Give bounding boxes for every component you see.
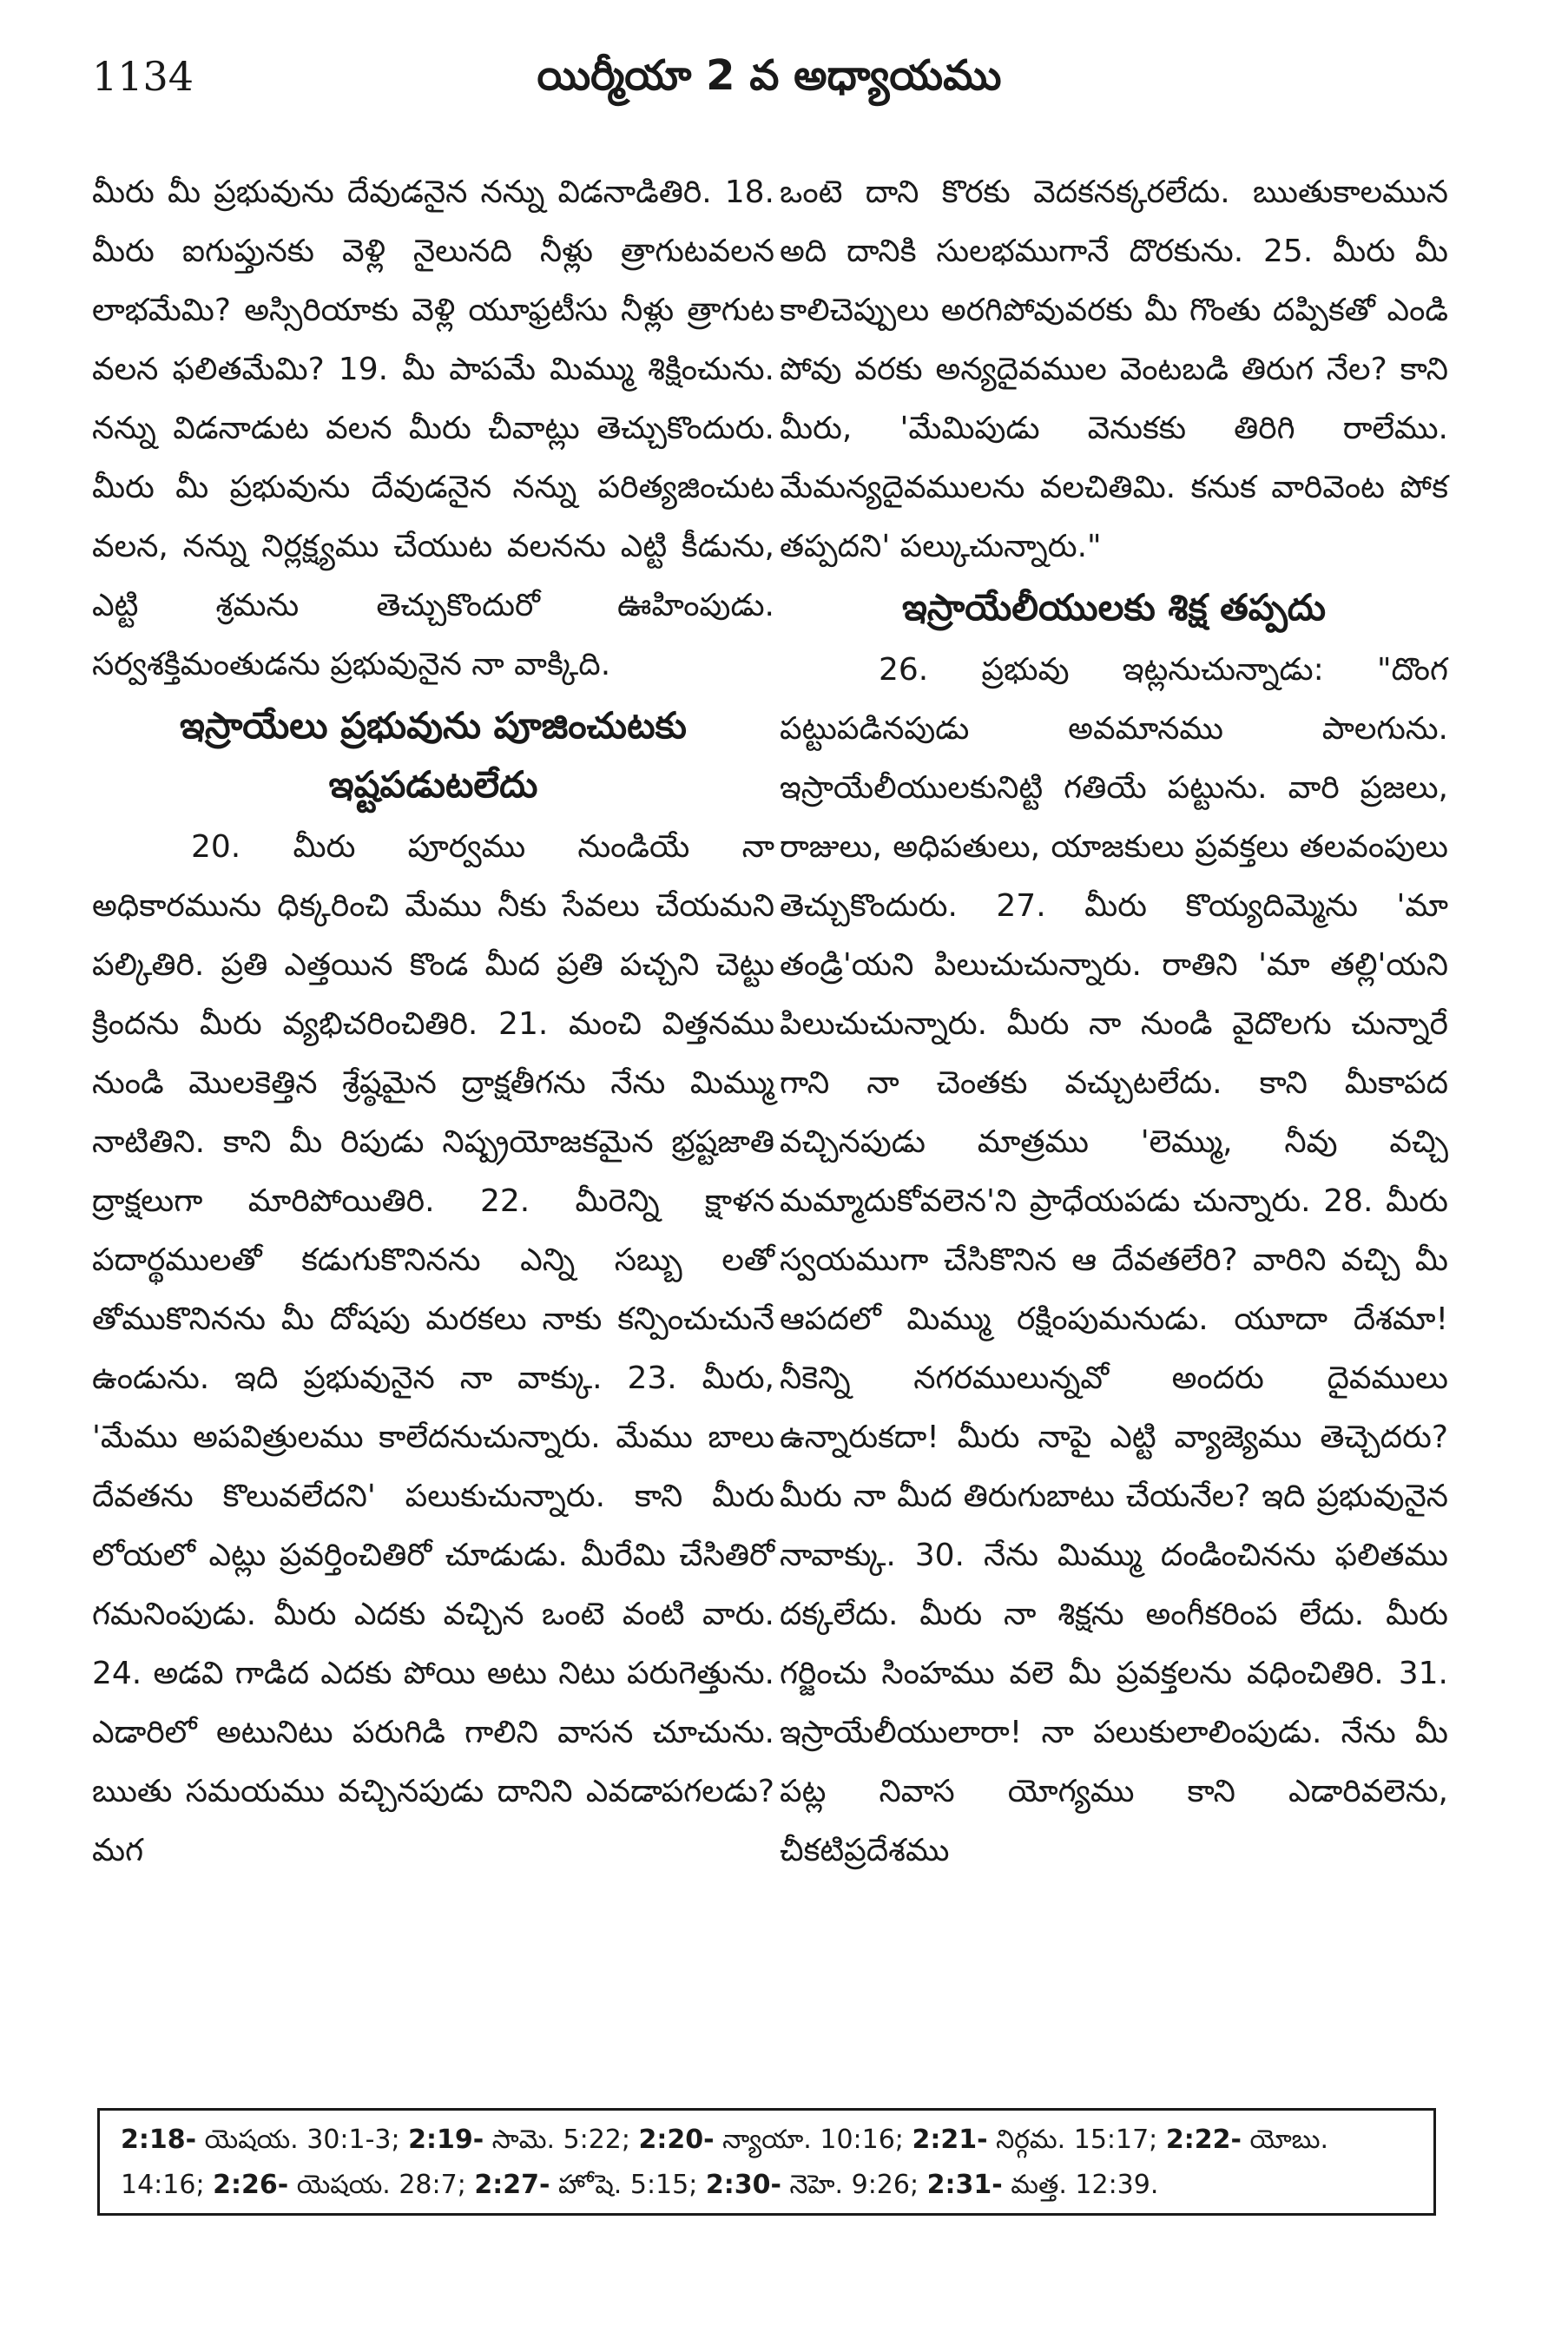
footnote-text: నిర్గమ. 15:17; xyxy=(987,2125,1166,2155)
footnote-ref: 2:30- xyxy=(705,2170,781,2200)
paragraph: 20. మీరు పూర్వము నుండియే నా అధికారమును ధిక్కరించి మేము నీకు సేవలు చేయమని పల్కితిరి. ప్రతి ఎత్తయిన కొండ మీద ప్రతి పచ్చని చెట్టు క్రిందను మీరు వ్యభిచరించితిరి. 21. మంచి విత్తనము నుండి మొలకెత్తిన శ్రేష్ఠమైన ద్రాక్షతీగను నేను మిమ్ము నాటితిని. కాని మీ రిపుడు నిష్ప్రయోజకమైన భ్రష్టజాతి ద్రాక్షలుగా మారిపోయితిరి. 22. మీరెన్ని క్షాళన పదార్థములతో కడుగుకొనినను ఎన్ని సబ్బు లతో తోముకొనినను మీ దోషపు మరకలు నాకు కన్పించుచునే ఉండును. ఇది ప్రభువునైన నా వాక్కు. 23. మీరు, 'మేము అపవిత్రులము కాలేదనుచున్నారు. మేము బాలు దేవతను కొలువలేదని' పలుకుచున్నారు. కాని మీరు లోయలో ఎట్లు ప్రవర్తించితిరో చూడుడు. మీరేమి చేసితిరో గమనింపుడు. మీరు ఎదకు వచ్చిన ఒంటె వంటి వారు. 24. అడవి గాడిద ఎదకు పోయి అటు నిటు పరుగెత్తును. ఎడారిలో అటునిటు పరుగిడి గాలిని వాసన చూచును. ఋతు సమయము వచ్చినపుడు దానిని ఎవడాపగలడు? మగ xyxy=(92,829,774,1868)
paragraph: మీరు మీ ప్రభువును దేవుడనైన నన్ను విడనాడితిరి. 18. మీరు ఐగుప్తునకు వెళ్లి నైలునది నీళ్లు త్రాగుటవలన లాభమేమి? అస్సిరియాకు వెళ్లి యూఫ్రటీసు నీళ్లు త్రాగుట వలన ఫలితమేమి? 19. మీ పాపమే మిమ్ము శిక్షించును. నన్ను విడనాడుట వలన మీరు చీవాట్లు తెచ్చుకొందురు. మీరు మీ ప్రభువును దేవుడనైన నన్ను పరిత్యజించుట వలన, నన్ను నిర్లక్ష్యము చేయుట వలనను ఎట్టి కీడును, ఎట్టి శ్రమను తెచ్చుకొందురో ఊహింపుడు. సర్వశక్తిమంతుడను ప్రభువునైన నా వాక్కిది. xyxy=(92,175,774,682)
footnote-ref: 2:27- xyxy=(474,2170,550,2200)
footnote-text: యెషయ. 28:7; xyxy=(288,2170,475,2200)
paragraph: 26. ప్రభువు ఇట్లనుచున్నాడు: "దొంగ పట్టుపడినపుడు అవమానము పాలగును. ఇస్రాయేలీయులకునిట్టి గతియే పట్టును. వారి ప్రజలు, రాజులు, అధిపతులు, యాజకులు ప్రవక్తలు తలవంపులు తెచ్చుకొందురు. 27. మీరు కొయ్యదిమ్మెను 'మా తండ్రి'యని పిలుచుచున్నారు. రాతిని 'మా తల్లి'యని పిలుచుచున్నారు. మీరు నా నుండి వైదొలగు చున్నారే గాని నా చెంతకు వచ్చుటలేదు. కాని మీకాపద వచ్చినపుడు మాత్రము 'లెమ్ము, నీవు వచ్చి మమ్మాదుకోవలెన'ని ప్రాధేయపడు చున్నారు. 28. మీరు స్వయముగా చేసికొనిన ఆ దేవతలేరి? వారిని వచ్చి మీ ఆపదలో మిమ్ము రక్షింపుమనుడు. యూదా దేశమా! నీకెన్ని నగరములున్నవో అందరు దైవములు ఉన్నారుకదా! మీరు నాపై ఎట్టి వ్యాజ్యెము తెచ్చెదరు? మీరు నా మీద తిరుగుబాటు చేయనేల? ఇది ప్రభువునైన నావాక్కు. 30. నేను మిమ్ము దండించినను ఫలితము దక్కలేదు. మీరు నా శిక్షను అంగీకరింప లేదు. మీరు గర్జించు సింహము వలె మీ ప్రవక్తలను వధించితిరి. 31. ఇస్రాయేలీయులారా! నా పలుకులాలింపుడు. నేను మీ పట్ల నివాస యోగ్యము కాని ఎడారివలెను, చీకటిప్రదేశము xyxy=(780,652,1448,1868)
footnote-ref: 2:21- xyxy=(912,2125,988,2155)
footnote-text: న్యాయా. 10:16; xyxy=(714,2125,912,2155)
footnote-ref: 2:26- xyxy=(213,2170,289,2200)
footnote-ref: 2:19- xyxy=(408,2125,484,2155)
paragraph: ఒంటె దాని కొరకు వెదకనక్కరలేదు. ఋతుకాలమున అది దానికి సులభముగానే దొరకును. 25. మీరు మీ కాలిచెప్పులు అరగిపోవువరకు మీ గొంతు దప్పికతో ఎండి పోవు వరకు అన్యదైవముల వెంటబడి తిరుగ నేల? కాని మీరు, 'మేమిపుడు వెనుకకు తిరిగి రాలేము. మేమన్యదైవములను వలచితిమి. కనుక వారివెంట పోక తప్పదని' పల్కుచున్నారు." xyxy=(780,175,1448,564)
section-heading: ఇస్రాయేలు ప్రభువును పూజించుటకు ఇష్టపడుటలేదు xyxy=(180,704,687,806)
right-column xyxy=(780,163,1448,1881)
footnote-ref: 2:31- xyxy=(926,2170,1003,2200)
footnote-ref: 2:22- xyxy=(1165,2125,1242,2155)
section-heading: ఇస్రాయేలీయులకు శిక్ష తప్పదు xyxy=(901,586,1326,629)
footnote-text: యోబు. 14:16; xyxy=(121,2125,1329,2200)
page-number: 1134 xyxy=(92,53,194,100)
cross-reference-box xyxy=(97,2108,1436,2216)
footnote-ref: 2:18- xyxy=(121,2125,197,2155)
footnote-text: హోషె. 5:15; xyxy=(550,2170,706,2200)
footnote-text: నెహె. 9:26; xyxy=(781,2170,927,2200)
page-header xyxy=(92,45,1446,115)
footnote-text: యెషయ. 30:1-3; xyxy=(196,2125,409,2155)
running-title: యిర్మీయా 2 వ అధ్యాయము xyxy=(537,51,1002,100)
footnote-ref: 2:20- xyxy=(638,2125,715,2155)
footnote-text: సామె. 5:22; xyxy=(484,2125,639,2155)
footnote-text: మత్త. 12:39. xyxy=(1002,2170,1159,2200)
left-column xyxy=(92,163,774,1881)
